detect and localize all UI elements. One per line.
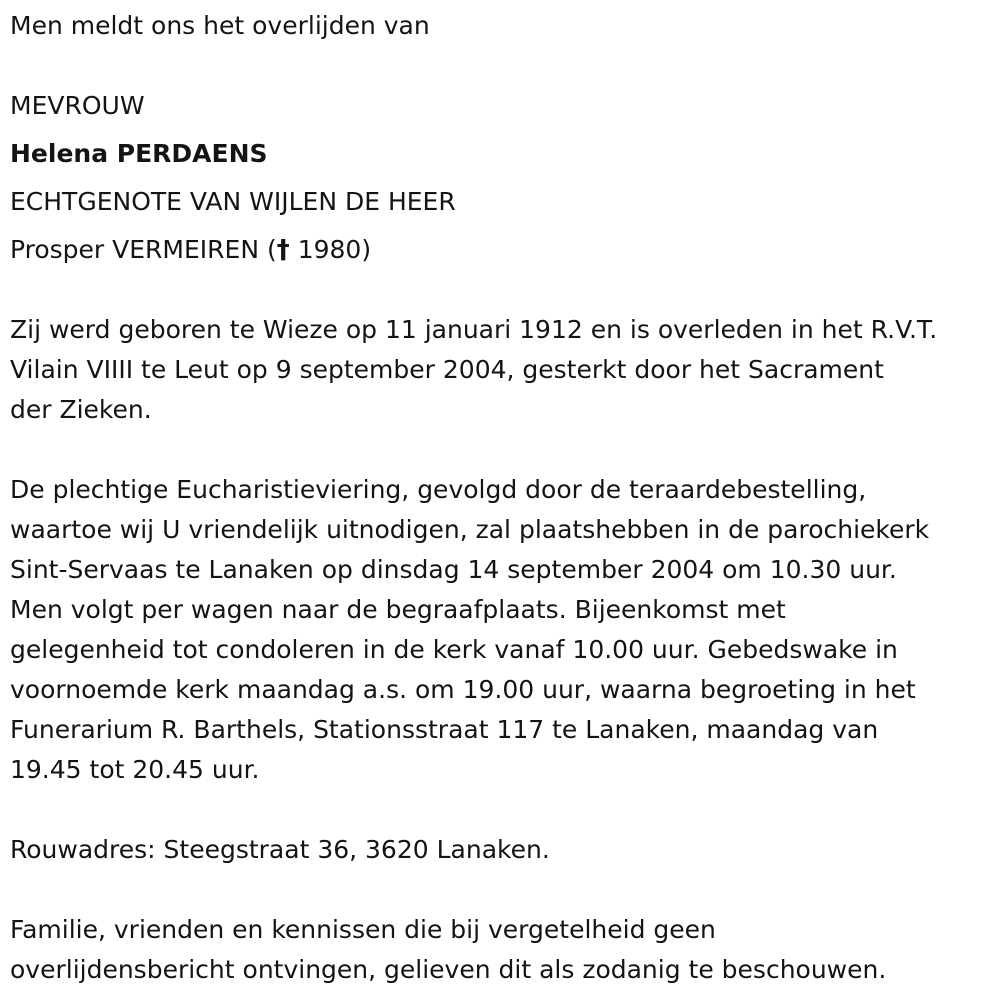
ceremony-line-2: waartoe wij U vriendelijk uitnodigen, zal plaatshebben in de parochiekerk [10, 515, 930, 544]
closing-line-2: overlijdensbericht ontvingen, gelieven dit als zodanig te beschouwen. [10, 955, 887, 984]
ceremony-line-6: voornoemde kerk maandag a.s. om 19.00 uur, waarna begroeting in het [10, 675, 916, 704]
ceremony-line-5: gelegenheid tot condoleren in de kerk vanaf 10.00 uur. Gebedswake in [10, 635, 898, 664]
mourning-address: Rouwadres: Steegstraat 36, 3620 Lanaken. [10, 835, 550, 864]
spouse-line: ECHTGENOTE VAN WIJLEN DE HEER [10, 187, 456, 216]
spouse-death-year: 1980) [297, 235, 372, 264]
ceremony-line-8: 19.45 tot 20.45 uur. [10, 755, 260, 784]
closing-line-1: Familie, vrienden en kennissen die bij vergetelheid geen [10, 915, 716, 944]
spouse-name: Prosper VERMEIREN ( [10, 235, 277, 264]
cross-icon: † [276, 235, 290, 265]
spouse-name-line [10, 234, 371, 266]
ceremony-line-7: Funerarium R. Barthels, Stationsstraat 117 te Lanaken, maandag van [10, 715, 879, 744]
ceremony-line-1: De plechtige Eucharistieviering, gevolgd door de teraardebestelling, [10, 475, 867, 504]
deceased-name: Helena PERDAENS [10, 139, 268, 168]
honorific: MEVROUW [10, 91, 145, 120]
birth-death-line-1: Zij werd geboren te Wieze op 11 januari 1912 en is overleden in het R.V.T. [10, 315, 938, 344]
ceremony-line-3: Sint-Servaas te Lanaken op dinsdag 14 september 2004 om 10.30 uur. [10, 555, 897, 584]
ceremony-line-4: Men volgt per wagen naar de begraafplaats. Bijeenkomst met [10, 595, 786, 624]
birth-death-line-3: der Zieken. [10, 395, 152, 424]
intro-text: Men meldt ons het overlijden van [10, 11, 430, 40]
birth-death-line-2: Vilain VIIII te Leut op 9 september 2004, gesterkt door het Sacrament [10, 355, 884, 384]
